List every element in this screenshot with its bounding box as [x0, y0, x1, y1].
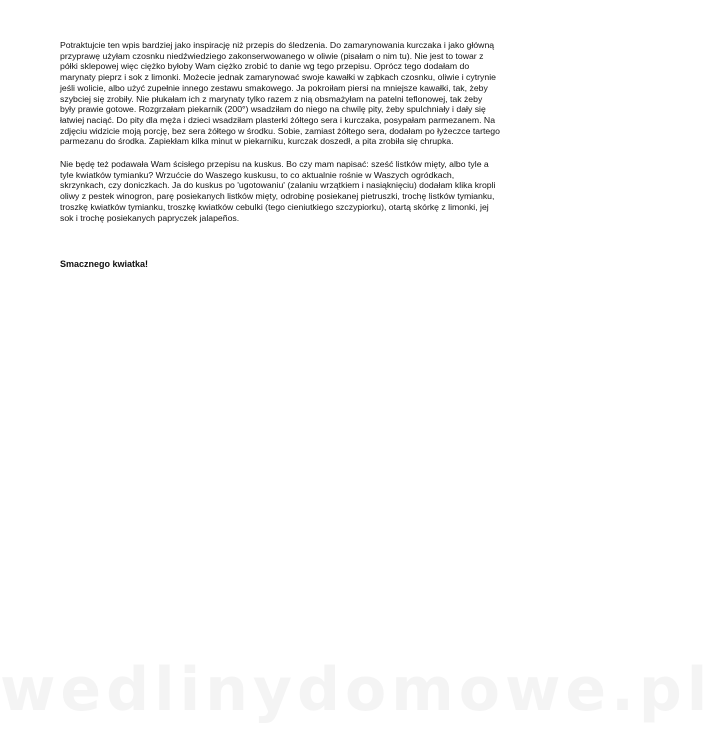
paragraph-marinade: Potraktujcie ten wpis bardziej jako inspirację niż przepis do śledzenia. Do zamarynowania kurczaka i jako główną przyprawę użyłam czosnku niedźwiedziego zakonserwowanego w oliwie (pisałam o nim tu). Nie jest to towar z półki sklepowej więc ciężko byłoby Wam ciężko zrobić to danie wg tego przepisu. Oprócz tego dodałam do marynaty pieprz i sok z limonki. Możecie jednak zamarynować swoje kawałki w ząbkach czosnku, oliwie i cytrynie jeśli wolicie, albo użyć zupełnie innego zestawu smakowego. Ja pokroiłam piersi na mniejsze kawałki, tak, żeby szybciej się zrobiły. Nie płukałam ich z marynaty tylko razem z nią obsmażyłam na patelni teflonowej, tak żeby były prawie gotowe. Rozgrzałam piekarnik (200°) wsadziłam do niego na chwilę pity, żeby spulchniały i dały się łatwiej naciąć. Do pity dla męża i dzieci wsadziłam plasterki żółtego sera i kurczaka, posypałam parmezanem. Na zdjęciu widzicie moją porcję, bez sera żółtego w środku. Sobie, zamiast żółtego sera, dodałam po łyżeczce tartego parmezanu do środka. Zapiekłam kilka minut w piekarniku, kurczak doszedł, a pita zrobiła się chrupka.	[60, 40, 500, 147]
paragraph-couscous: Nie będę też podawała Wam ścisłego przepisu na kuskus. Bo czy mam napisać: sześć listków mięty, albo tyle a tyle kwiatków tymianku? Wrzućcie do Waszego kuskusu, to co aktualnie rośnie w Waszych ogródkach, skrzynkach, czy doniczkach. Ja do kuskus po 'ugotowaniu' (zalaniu wrzątkiem i nasiąknięciu) dodałam klika kropli oliwy z pestek winogron, parę posiekanych listków mięty, odrobinę posiekanej pietruszki, trochę listków tymianku, troszkę kwiatków tymianku, troszkę kwiatków cebulki (tego cieniutkiego szczypiorku), otartą skórkę z limonki, jej sok i trochę posiekanych papryczek jalapeños.	[60, 159, 496, 223]
article-body	[60, 40, 500, 235]
closing-line: Smacznego kwiatka!	[60, 259, 149, 269]
watermark-logo: wedlinydomowe.pl	[0, 655, 712, 725]
